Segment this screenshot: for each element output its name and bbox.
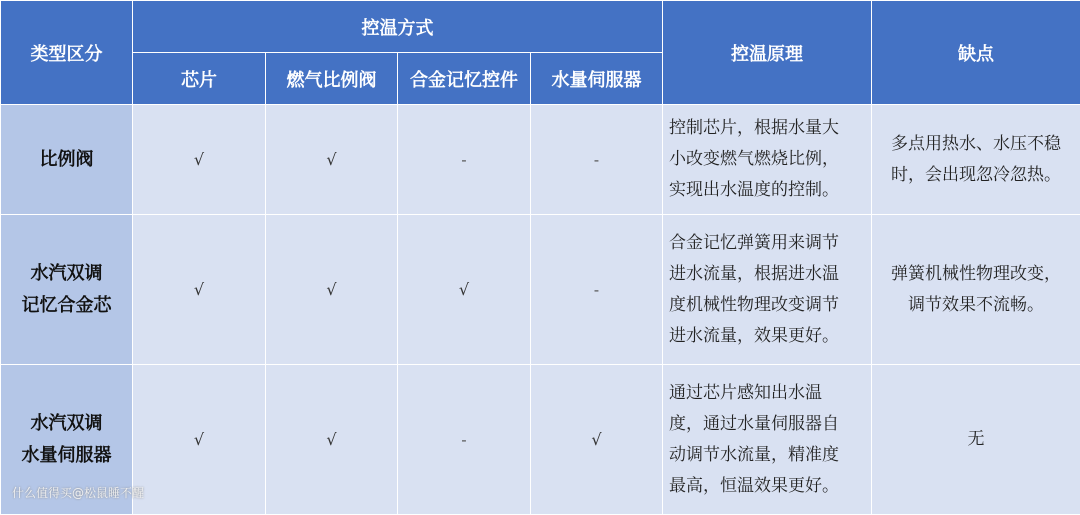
mark-cell: √ (266, 105, 398, 215)
mark-cell: - (398, 365, 531, 515)
mark-cell: √ (266, 215, 398, 365)
principle-line: 动调节水流量，精准度 (669, 440, 867, 471)
principle-line: 进水流量，效果更好。 (669, 321, 867, 352)
header-water-servo: 水量伺服器 (531, 53, 663, 105)
cons-line: 时，会出现忽冷忽热。 (872, 160, 1080, 191)
mark-cell: √ (266, 365, 398, 515)
cons-cell (872, 105, 1080, 215)
type-line: 记忆合金芯 (1, 290, 132, 322)
table-row (1, 365, 1080, 515)
principle-line: 最高，恒温效果更好。 (669, 471, 867, 502)
header-gas-valve: 燃气比例阀 (266, 53, 398, 105)
header-row-top (1, 1, 1080, 53)
principle-line: 控制芯片，根据水量大 (669, 113, 867, 144)
principle-cell (663, 365, 872, 515)
cons-cell (872, 365, 1080, 515)
cons-line: 调节效果不流畅。 (872, 290, 1080, 321)
principle-line: 实现出水温度的控制。 (669, 175, 867, 206)
table-row (1, 215, 1080, 365)
mark-cell: √ (133, 215, 266, 365)
header-cons: 缺点 (872, 1, 1080, 105)
mark-cell: - (398, 105, 531, 215)
type-cell (1, 215, 133, 365)
principle-line: 度机械性物理改变调节 (669, 290, 867, 321)
cons-line: 无 (872, 424, 1080, 455)
table-row (1, 105, 1080, 215)
principle-line: 进水流量，根据进水温 (669, 259, 867, 290)
cons-line: 多点用热水、水压不稳 (872, 129, 1080, 160)
type-line: 比例阀 (1, 144, 132, 176)
header-method: 控温方式 (133, 1, 663, 53)
principle-line: 合金记忆弹簧用来调节 (669, 228, 867, 259)
header-principle: 控温原理 (663, 1, 872, 105)
mark-cell: √ (133, 365, 266, 515)
type-line: 水量伺服器 (1, 440, 132, 472)
type-line: 水汽双调 (1, 408, 132, 440)
mark-cell: √ (133, 105, 266, 215)
mark-cell: - (531, 215, 663, 365)
cons-cell (872, 215, 1080, 365)
cons-line: 弹簧机械性物理改变， (872, 259, 1080, 290)
principle-cell (663, 215, 872, 365)
principle-line: 通过芯片感知出水温 (669, 378, 867, 409)
header-chip: 芯片 (133, 53, 266, 105)
type-line: 水汽双调 (1, 258, 132, 290)
watermark: 什么值得买@松鼠睡不醒 (12, 484, 144, 501)
principle-line: 小改变燃气燃烧比例， (669, 144, 867, 175)
header-type: 类型区分 (1, 1, 133, 105)
mark-cell: √ (398, 215, 531, 365)
principle-line: 度，通过水量伺服器自 (669, 409, 867, 440)
mark-cell: - (531, 105, 663, 215)
type-cell (1, 105, 133, 215)
header-alloy-control: 合金记忆控件 (398, 53, 531, 105)
principle-cell (663, 105, 872, 215)
mark-cell: √ (531, 365, 663, 515)
